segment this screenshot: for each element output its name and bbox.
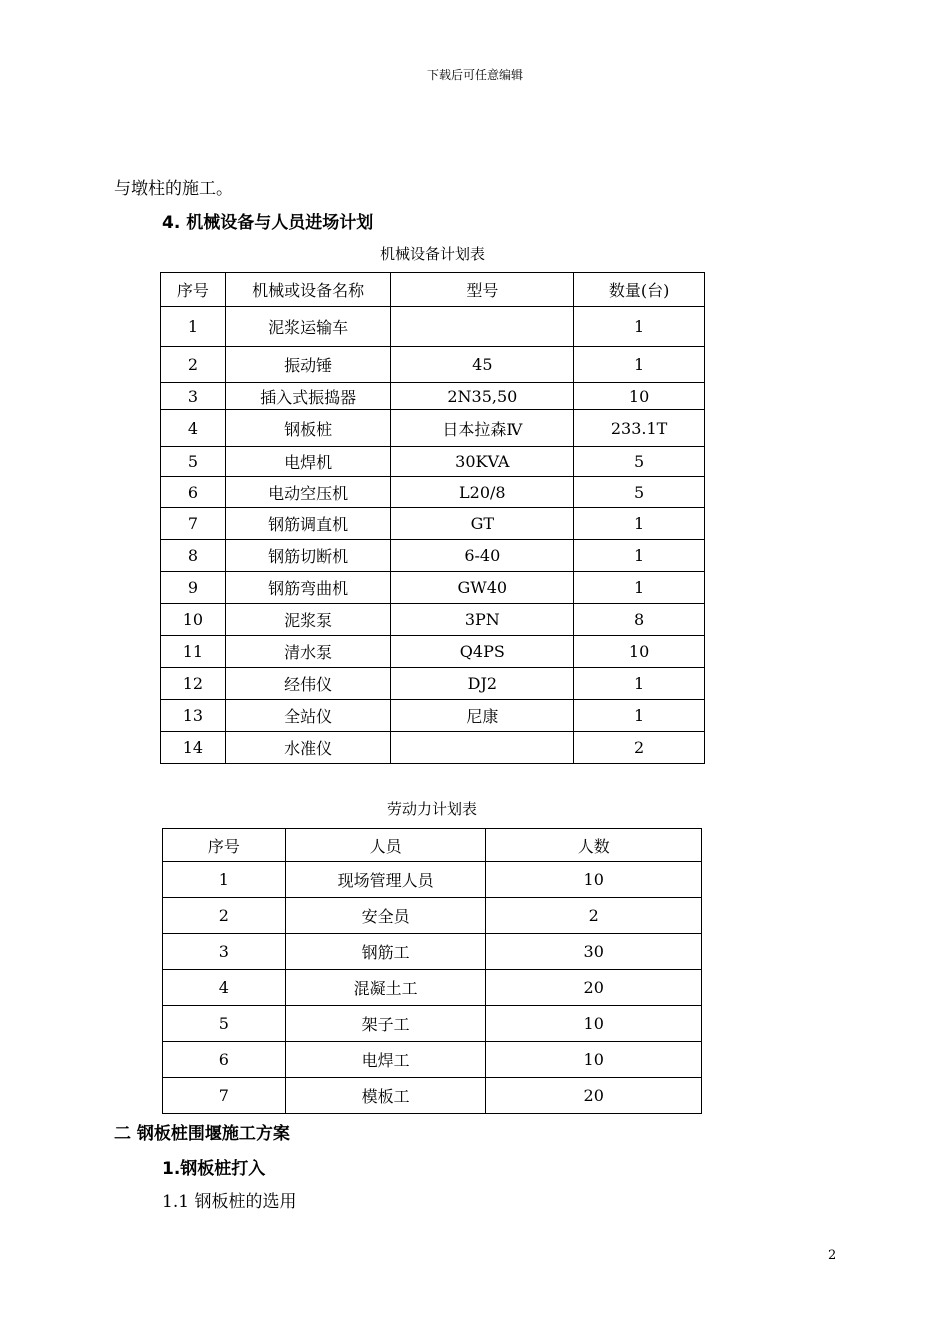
cell-quantity: 5 [574,477,705,508]
cell-name: 水准仪 [225,732,391,764]
header-cell-index: 序号 [163,829,286,862]
header-cell-count: 人数 [486,829,702,862]
cell-model: 30KVA [391,447,574,477]
cell-index: 3 [163,934,286,970]
cell-quantity: 10 [574,636,705,668]
equipment-plan-table [160,272,705,764]
labor-plan-table [162,828,702,1114]
equipment-table-row [161,347,705,383]
cell-quantity: 1 [574,700,705,732]
cell-index: 14 [161,732,226,764]
header-cell-index: 序号 [161,273,226,307]
cell-name: 泥浆泵 [225,604,391,636]
cell-personnel: 模板工 [285,1078,486,1114]
equipment-table-row [161,572,705,604]
header-cell-name: 机械或设备名称 [225,273,391,307]
cell-name: 钢筋弯曲机 [225,572,391,604]
cell-index: 8 [161,540,226,572]
cell-name: 泥浆运输车 [225,307,391,347]
labor-table-row [163,862,702,898]
equipment-table-row [161,508,705,540]
cell-quantity: 1 [574,347,705,383]
cell-model [391,732,574,764]
cell-model: DJ2 [391,668,574,700]
cell-quantity: 1 [574,572,705,604]
cell-index: 3 [161,383,226,410]
section-heading-4: 4. 机械设备与人员进场计划 [162,213,374,233]
equipment-table-header-row [161,273,705,307]
cell-index: 4 [163,970,286,1006]
equipment-table-row [161,540,705,572]
cell-index: 1 [161,307,226,347]
page-number: 2 [828,1248,837,1263]
labor-table-header-row [163,829,702,862]
labor-table-row [163,970,702,1006]
labor-table-row [163,1078,702,1114]
header-cell-quantity: 数量(台) [574,273,705,307]
cell-name: 清水泵 [225,636,391,668]
cell-name: 全站仪 [225,700,391,732]
cell-quantity: 8 [574,604,705,636]
cell-index: 5 [163,1006,286,1042]
labor-table-row [163,1042,702,1078]
cell-name: 钢板桩 [225,410,391,447]
cell-name: 插入式振捣器 [225,383,391,410]
cell-model: 日本拉森Ⅳ [391,410,574,447]
cell-name: 电焊机 [225,447,391,477]
cell-index: 2 [163,898,286,934]
labor-table-row [163,934,702,970]
equipment-table-row [161,410,705,447]
cell-personnel: 混凝土工 [285,970,486,1006]
cell-model: 尼康 [391,700,574,732]
header-cell-personnel: 人员 [285,829,486,862]
cell-personnel: 电焊工 [285,1042,486,1078]
cell-index: 11 [161,636,226,668]
cell-count: 10 [486,862,702,898]
cell-name: 振动锤 [225,347,391,383]
cell-index: 7 [161,508,226,540]
cell-quantity: 1 [574,668,705,700]
cell-quantity: 1 [574,307,705,347]
cell-personnel: 现场管理人员 [285,862,486,898]
cell-quantity: 1 [574,508,705,540]
cell-quantity: 10 [574,383,705,410]
section-heading-2: 二 钢板桩围堰施工方案 [114,1124,290,1144]
header-cell-model: 型号 [391,273,574,307]
cell-model: GW40 [391,572,574,604]
equipment-table-row [161,447,705,477]
cell-quantity: 2 [574,732,705,764]
cell-name: 钢筋调直机 [225,508,391,540]
cell-model [391,307,574,347]
cell-count: 10 [486,1006,702,1042]
cell-index: 12 [161,668,226,700]
cell-personnel: 钢筋工 [285,934,486,970]
subsection-heading-1: 1.钢板桩打入 [162,1159,266,1179]
page-header-note: 下载后可任意编辑 [426,68,523,82]
equipment-table-row [161,307,705,347]
cell-quantity: 1 [574,540,705,572]
cell-index: 9 [161,572,226,604]
cell-count: 20 [486,1078,702,1114]
cell-name: 钢筋切断机 [225,540,391,572]
subsection-heading-1-1: 1.1 钢板桩的选用 [162,1192,297,1212]
cell-index: 13 [161,700,226,732]
labor-table-row [163,898,702,934]
cell-personnel: 架子工 [285,1006,486,1042]
cell-index: 6 [163,1042,286,1078]
cell-quantity: 233.1T [574,410,705,447]
cell-index: 2 [161,347,226,383]
cell-name: 经伟仪 [225,668,391,700]
labor-table-caption: 劳动力计划表 [386,800,477,818]
cell-count: 10 [486,1042,702,1078]
cell-index: 1 [163,862,286,898]
cell-model: Q4PS [391,636,574,668]
cell-quantity: 5 [574,447,705,477]
cell-model: GT [391,508,574,540]
cell-count: 30 [486,934,702,970]
equipment-table-row [161,383,705,410]
cell-count: 2 [486,898,702,934]
body-text-line: 与墩柱的施工。 [114,179,233,199]
equipment-table-row [161,668,705,700]
cell-model: 6-40 [391,540,574,572]
equipment-table-caption: 机械设备计划表 [379,245,485,263]
cell-index: 4 [161,410,226,447]
labor-table-row [163,1006,702,1042]
cell-count: 20 [486,970,702,1006]
cell-index: 5 [161,447,226,477]
equipment-table-row [161,732,705,764]
equipment-table-row [161,477,705,508]
cell-model: 2N35,50 [391,383,574,410]
cell-index: 7 [163,1078,286,1114]
cell-index: 10 [161,604,226,636]
equipment-table-row [161,636,705,668]
cell-model: 3PN [391,604,574,636]
cell-model: L20/8 [391,477,574,508]
cell-model: 45 [391,347,574,383]
cell-name: 电动空压机 [225,477,391,508]
cell-index: 6 [161,477,226,508]
equipment-table-row [161,700,705,732]
cell-personnel: 安全员 [285,898,486,934]
equipment-table-row [161,604,705,636]
